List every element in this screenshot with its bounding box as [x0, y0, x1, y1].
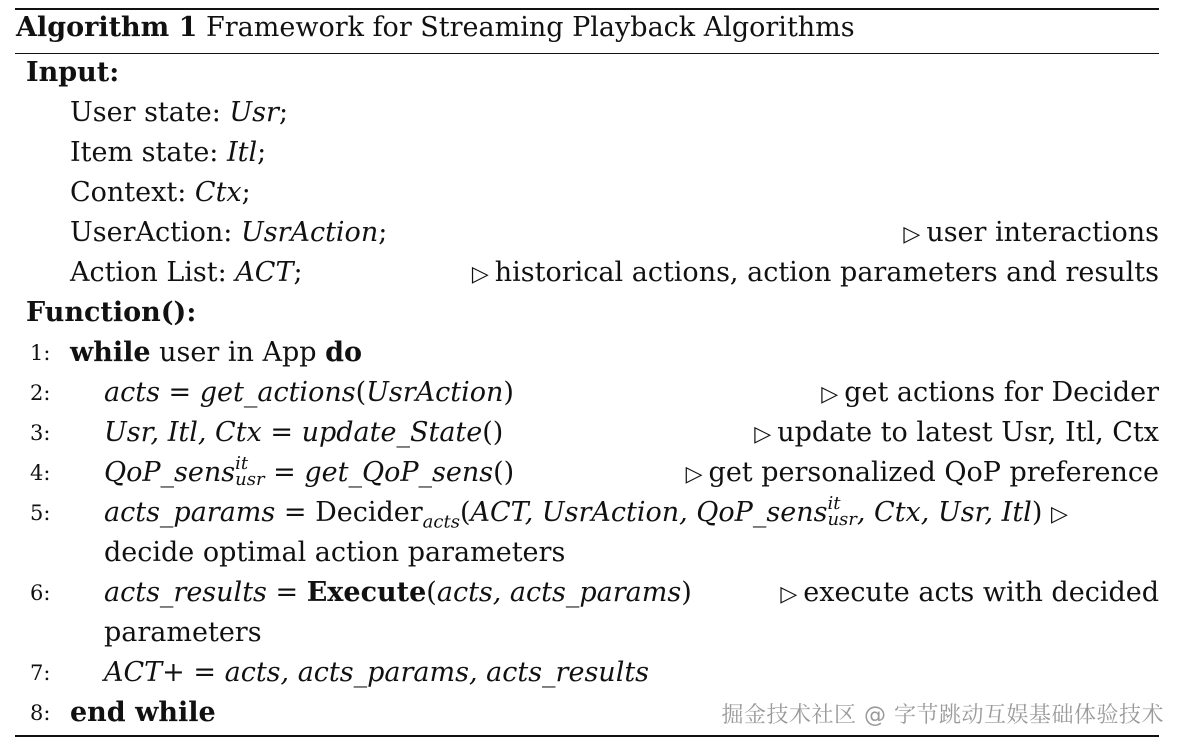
watermark: 掘金技术社区 @ 字节跳动互娱基础体验技术: [721, 703, 1164, 728]
function-header: Function():: [26, 297, 197, 328]
input-header-line: [0, 53, 1186, 93]
input-label: Item state:: [70, 137, 219, 168]
line-number: 6:: [30, 581, 51, 605]
comment-triangle-icon: ▷: [754, 422, 772, 447]
algorithm-step: 6: acts_results = Execute(acts, acts_params) ▷ execute acts with decided: [0, 573, 1186, 613]
comment-triangle-icon: ▷: [903, 222, 921, 247]
algorithm-step: 3: Usr, Itl, Ctx = update_State() ▷ update to latest Usr, Itl, Ctx: [0, 413, 1186, 453]
algorithm-title: Framework for Streaming Playback Algorithms: [206, 12, 855, 43]
comment-triangle-icon: ▷: [685, 462, 703, 487]
function-header-line: [0, 293, 1186, 333]
input-symbol: Itl: [227, 137, 258, 168]
input-symbol: UsrAction: [240, 217, 379, 248]
algorithm-step-continuation: [0, 533, 1186, 573]
comment: ▷ execute acts with decided: [780, 577, 1159, 608]
comment: decide optimal action parameters: [104, 537, 566, 568]
line-number: 3:: [30, 421, 51, 445]
line-number: 1:: [30, 341, 51, 365]
input-label: Context:: [70, 177, 187, 208]
input-header: Input:: [26, 57, 120, 88]
algorithm-step: 5: acts_params = Decider$_{acts}$(ACT, UsrAction, QoP_sens it usr , Ctx, Usr, Itl) ▷: [30, 492, 1068, 533]
input-symbol: Ctx: [194, 177, 242, 208]
algorithm-step: 2: acts = get_actions(UsrAction) ▷ get actions for Decider: [0, 373, 1186, 413]
input-symbol: Usr: [229, 97, 279, 128]
line-number: 2:: [30, 381, 51, 405]
algorithm-step: 1: while user in App do: [0, 333, 1186, 373]
comment-triangle-icon: ▷: [821, 382, 839, 407]
comment-triangle-icon: ▷: [471, 262, 489, 287]
comment: ▷ historical actions, action parameters and results: [471, 257, 1159, 288]
line-number: 7:: [30, 661, 51, 685]
input-item: Action List: ACT; ▷ historical actions, action parameters and results: [0, 253, 1186, 293]
comment: ▷ get actions for Decider: [821, 377, 1159, 408]
algorithm-step: 7: ACT+ = acts, acts_params, acts_results: [0, 653, 1186, 693]
algorithm-caption: [16, 8, 1186, 48]
comment-triangle-icon: ▷: [780, 582, 798, 607]
comment: ▷ get personalized QoP preference: [685, 457, 1159, 488]
keyword: while: [70, 337, 151, 368]
keyword: do: [325, 337, 363, 368]
input-label: User state:: [70, 97, 221, 128]
input-item: User state: Usr;: [70, 97, 289, 128]
input-item: Context: Ctx;: [70, 177, 251, 208]
comment: ▷ user interactions: [903, 217, 1159, 248]
algorithm-label: Algorithm 1: [16, 12, 198, 43]
comment-triangle-icon: ▷: [1050, 502, 1068, 527]
line-number: 8:: [30, 701, 51, 725]
input-label: UserAction:: [70, 217, 233, 248]
comment: ▷ update to latest Usr, Itl, Ctx: [754, 417, 1159, 448]
input-symbol: ACT: [235, 257, 294, 288]
bottom-rule: [15, 735, 1159, 737]
algorithm-step-continuation: [0, 613, 1186, 653]
input-item: Item state: Itl;: [70, 137, 267, 168]
input-label: Action List:: [70, 257, 227, 288]
line-number: 5:: [30, 501, 51, 525]
input-item: UserAction: UsrAction; ▷ user interactions: [0, 213, 1186, 253]
comment: parameters: [104, 617, 262, 648]
algorithm-step: 4: QoP_sens it usr = get_QoP_sens() ▷ get personalized QoP preference: [0, 453, 1186, 493]
keyword: end while: [70, 697, 216, 728]
line-number: 4:: [30, 461, 51, 485]
